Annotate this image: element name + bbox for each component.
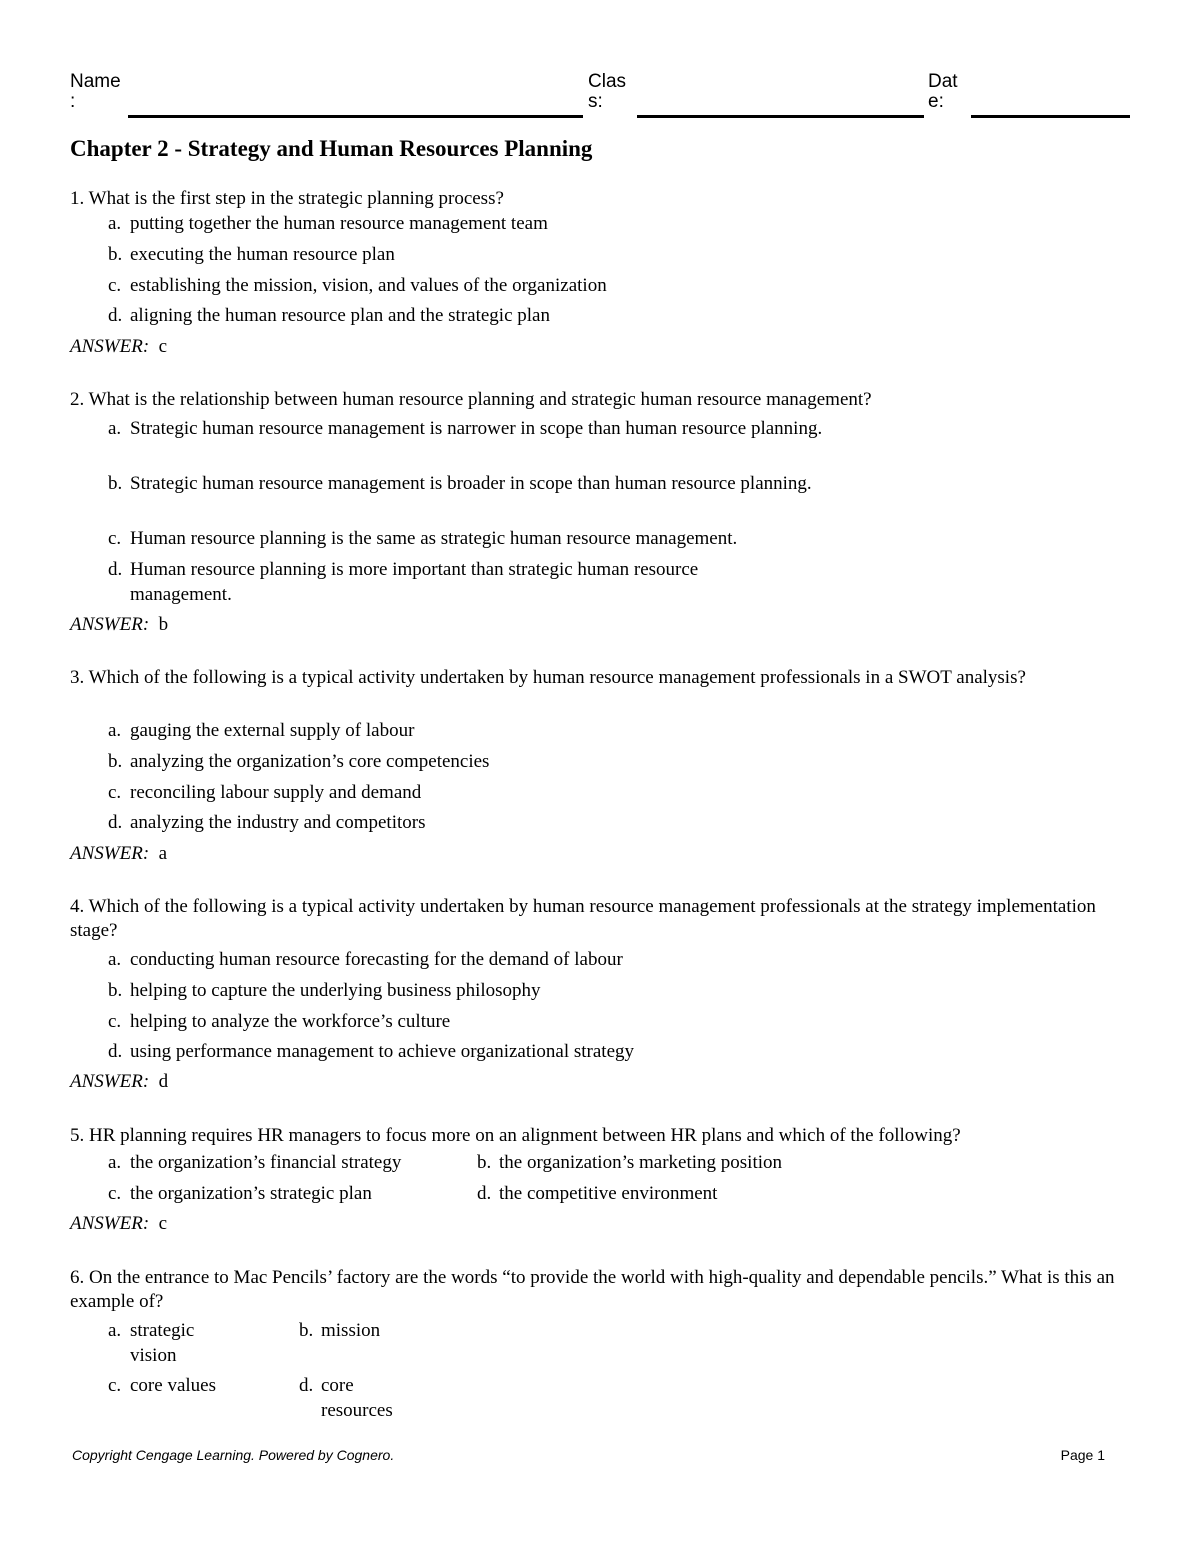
question-1: [70, 187, 1130, 211]
option-letter: d.: [477, 1183, 492, 1204]
class-label: [588, 72, 626, 112]
option-text: executing the human resource plan: [130, 244, 395, 265]
option-text: Human resource planning is the same as strategic human resource management.: [130, 528, 738, 549]
class-field[interactable]: [637, 115, 924, 118]
question-3: [70, 666, 1130, 690]
answer-1: [70, 335, 167, 359]
option-letter: c.: [108, 782, 122, 803]
option-text: establishing the mission, vision, and values of the organization: [130, 275, 607, 296]
option-3a: [108, 718, 414, 743]
option-2a: [108, 416, 840, 441]
option-letter: c.: [108, 1183, 122, 1204]
option-letter: a.: [108, 418, 122, 439]
answer-label: ANSWER:: [70, 336, 150, 357]
answer-2: [70, 613, 168, 637]
option-text: analyzing the industry and competitors: [130, 812, 426, 833]
question-stem: 6. On the entrance to Mac Pencils’ factory are the words “to provide the world with high-quality and dependable pencils.” What is this an example of?: [70, 1267, 1115, 1312]
option-letter: a.: [108, 213, 122, 234]
option-3d: [108, 810, 425, 835]
option-letter: d.: [108, 812, 123, 833]
option-letter: b.: [108, 473, 123, 494]
option-6d: [299, 1373, 411, 1423]
option-text: helping to capture the underlying business philosophy: [130, 980, 541, 1001]
option-1d: [108, 303, 550, 328]
name-label: [70, 72, 121, 112]
option-text: conducting human resource forecasting for the demand of labour: [130, 949, 623, 970]
option-text: the organization’s marketing position: [499, 1152, 783, 1173]
question-6: [70, 1266, 1130, 1314]
option-1b: [108, 242, 395, 267]
option-3c: [108, 780, 421, 805]
option-text: strategic vision: [130, 1320, 195, 1366]
option-text: mission: [321, 1320, 381, 1341]
answer-label: ANSWER:: [70, 1071, 150, 1092]
option-letter: d.: [108, 1041, 123, 1062]
answer-value: c: [158, 336, 168, 357]
option-text: Strategic human resource management is narrower in scope than human resource planning.: [130, 418, 823, 439]
option-text: aligning the human resource plan and the strategic plan: [130, 305, 550, 326]
answer-4: [70, 1070, 168, 1094]
option-1a: [108, 211, 548, 236]
option-6c: [108, 1373, 216, 1398]
date-label: [928, 72, 958, 112]
name-label-line2: :: [70, 91, 76, 112]
option-text: putting together the human resource management team: [130, 213, 548, 234]
option-4d: [108, 1039, 634, 1064]
option-text: using performance management to achieve organizational strategy: [130, 1041, 635, 1062]
date-label-line1: Dat: [928, 71, 958, 92]
option-letter: c.: [108, 275, 122, 296]
answer-label: ANSWER:: [70, 843, 150, 864]
class-label-line1: Clas: [588, 71, 627, 92]
option-letter: a.: [108, 1320, 122, 1341]
option-letter: a.: [108, 949, 122, 970]
name-field[interactable]: [128, 115, 583, 118]
option-letter: c.: [108, 1011, 122, 1032]
question-stem: 5. HR planning requires HR managers to focus more on an alignment between HR plans and which of the following?: [70, 1125, 961, 1146]
answer-label: ANSWER:: [70, 1213, 150, 1234]
option-text: Strategic human resource management is broader in scope than human resource planning.: [130, 473, 812, 494]
date-field[interactable]: [971, 115, 1130, 118]
option-letter: a.: [108, 1152, 122, 1173]
question-stem: 1. What is the first step in the strategic planning process?: [70, 188, 504, 209]
answer-value: a: [158, 843, 168, 864]
option-text: the competitive environment: [499, 1183, 718, 1204]
answer-value: c: [158, 1213, 168, 1234]
option-5c: [108, 1181, 372, 1206]
option-text: reconciling labour supply and demand: [130, 782, 422, 803]
option-6b: [299, 1318, 380, 1343]
option-5d: [477, 1181, 717, 1206]
option-letter: b.: [299, 1320, 314, 1341]
option-4c: [108, 1009, 450, 1034]
option-letter: b.: [108, 980, 123, 1001]
option-2d: [108, 557, 790, 607]
option-text: Human resource planning is more important than strategic human resource management.: [130, 559, 699, 605]
option-text: analyzing the organization’s core competencies: [130, 751, 490, 772]
chapter-title: Chapter 2 - Strategy and Human Resources Planning: [70, 136, 593, 161]
option-3b: [108, 749, 489, 774]
page-number: Page 1: [1060, 1447, 1105, 1463]
option-5a: [108, 1150, 401, 1175]
option-4a: [108, 947, 623, 972]
option-4b: [108, 978, 541, 1003]
copyright-notice: Copyright Cengage Learning. Powered by Cognero.: [72, 1447, 395, 1463]
option-text: core values: [130, 1375, 216, 1396]
answer-5: [70, 1212, 167, 1236]
option-letter: b.: [477, 1152, 492, 1173]
date-label-line2: e:: [928, 91, 944, 112]
option-text: the organization’s financial strategy: [130, 1152, 402, 1173]
class-label-line2: s:: [588, 91, 603, 112]
option-text: the organization’s strategic plan: [130, 1183, 372, 1204]
option-5b: [477, 1150, 782, 1175]
question-stem: 4. Which of the following is a typical activity undertaken by human resource management professionals at the strategy implementation stage?: [70, 896, 1096, 941]
answer-3: [70, 842, 167, 866]
option-1c: [108, 273, 607, 298]
option-letter: c.: [108, 528, 122, 549]
name-label-line1: Name: [70, 71, 121, 92]
answer-label: ANSWER:: [70, 614, 150, 635]
question-stem: 3. Which of the following is a typical activity undertaken by human resource management professionals in a SWOT analysis?: [70, 667, 1026, 688]
option-2b: [108, 471, 830, 496]
question-5: [70, 1124, 1130, 1148]
option-letter: b.: [108, 244, 123, 265]
answer-value: d: [158, 1071, 169, 1092]
option-letter: c.: [108, 1375, 122, 1396]
option-letter: d.: [108, 559, 123, 580]
option-2c: [108, 526, 737, 551]
answer-value: b: [158, 614, 169, 635]
question-4: [70, 895, 1130, 943]
option-text: gauging the external supply of labour: [130, 720, 415, 741]
option-letter: b.: [108, 751, 123, 772]
option-text: helping to analyze the workforce’s culture: [130, 1011, 451, 1032]
question-2: [70, 388, 1130, 412]
option-text: core resources: [321, 1375, 393, 1421]
question-stem: 2. What is the relationship between human resource planning and strategic human resource management?: [70, 389, 872, 410]
option-letter: d.: [108, 305, 123, 326]
option-6a: [108, 1318, 210, 1368]
option-letter: a.: [108, 720, 122, 741]
option-letter: d.: [299, 1375, 314, 1396]
